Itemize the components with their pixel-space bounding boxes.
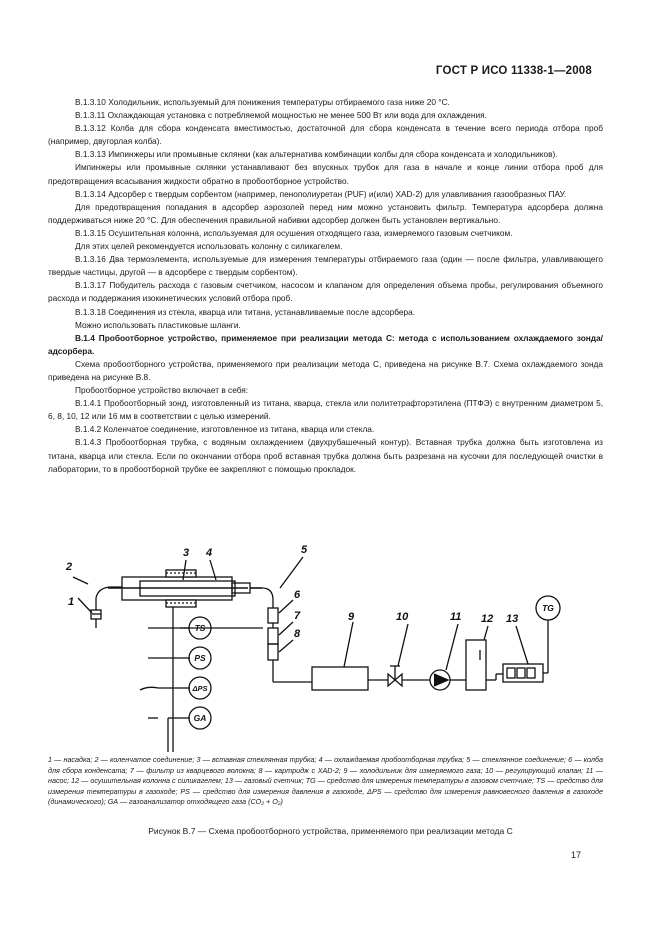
label-6: 6 [294, 589, 301, 601]
drying-column [466, 640, 486, 690]
document-header: ГОСТ Р ИСО 11338-1—2008 [435, 65, 592, 77]
paragraph: Для предотвращения попадания в адсорбер аэрозолей перед ним можно установить фильтр. Температура адсорбера должна поддерживаться ниже 20 °С. Для обеспечения правильной набивки адсорбер должен быть установлен вертикально. [48, 201, 603, 225]
section-heading: В.1.4 Пробоотборное устройство, применяемое при реализации метода С: метода с использованием охлаждаемого зонда/адсорбера. [48, 332, 603, 356]
ga-label: GA [193, 713, 207, 723]
glass-connector [262, 588, 273, 608]
paragraph: В.1.3.11 Охлаждающая установка с потребляемой мощностью не менее 500 Вт или вода для охлаждения. [75, 110, 487, 121]
paragraph: Пробоотборное устройство включает в себя: [75, 385, 249, 396]
ps-label: PS [194, 653, 206, 663]
paragraph: В.1.4.3 Пробоотборная трубка, с водяным охлаждением (двухрубашечный контур). Вставная трубка должна быть изготовлена из титана, кварца или стекла. Если по окончании отбора проб вставная трубка должна быть разрезана на кусочки для последующей очистки в лаборатории, то в пробоотборной трубке ее закрепляют с помощью прокладок. [48, 437, 603, 474]
xad2-cartridge [268, 644, 278, 660]
label-10: 10 [396, 611, 409, 623]
paragraph: Импинжеры или промывные склянки устанавливают без впускных трубок для газа в начале и конце линии отбора проб для предотвращения всасывания жидкости обратно в пробоотборное устройство. [48, 162, 603, 186]
label-7: 7 [294, 610, 301, 622]
paragraph: В.1.3.18 Соединения из стекла, кварца или титана, устанавливаемые после адсорбера. [75, 306, 416, 317]
paragraph: В.1.3.17 Побудитель расхода с газовым счетчиком, насосом и клапаном для определения объема пробы, регулирования объемного расхода и поддержания изокинетических условий отбора проб. [48, 280, 603, 304]
tg-label: TG [542, 603, 554, 613]
paragraph: В.1.3.13 Импинжеры или промывные склянки (как альтернатива комбинации колбы для сбора конденсата и холодильников). [75, 149, 558, 160]
label-2: 2 [66, 561, 73, 573]
paragraph: Схема пробоотборного устройства, применяемого при реализации метода С, приведена на рисунке В.7. Схема охлаждаемого зонда приведена на рисунке В.8. [48, 358, 603, 382]
paragraph: В.1.3.16 Два термоэлемента, используемые для измерения температуры отбираемого газа (один — после фильтра, улавливающего твердые частицы, другой — в адсорбере с твердым сорбентом). [48, 254, 603, 278]
gas-meter [503, 664, 543, 682]
condensate-flask [268, 608, 278, 623]
paragraph: В.1.3.10 Холодильник, используемый для понижения температуры отбираемого газа ниже 20 °С. [75, 97, 450, 107]
paragraph: В.1.3.15 Осушительная колонна, используемая для осушения отходящего газа, измеряемого газовым счетчиком. [75, 227, 513, 238]
label-11: 11 [450, 611, 462, 623]
label-13: 13 [506, 613, 519, 625]
paragraph: В.1.3.14 Адсорбер с твердым сорбентом (например, пенополиуретан (PUF) и(или) XAD-2) для улавливания газообразных ПАУ. [75, 188, 567, 199]
paragraph: Можно использовать пластиковые шланги. [75, 319, 241, 330]
label-1: 1 [68, 596, 75, 608]
quartz-filter [268, 628, 278, 644]
label-5: 5 [301, 544, 308, 556]
body-text [48, 96, 603, 476]
sampling-apparatus-diagram [48, 540, 608, 760]
paragraph: В.1.3.12 Колба для сбора конденсата вместимостью, достаточной для сбора конденсата в течение всего периода отбора проб (например, двугорлая колба). [48, 123, 603, 147]
figure-caption: Рисунок В.7 — Схема пробоотборного устройства, применяемого при реализации метода С [148, 826, 513, 836]
label-3: 3 [183, 547, 190, 559]
dps-label: ΔPS [192, 684, 208, 693]
label-8: 8 [294, 628, 301, 640]
ts-label: TS [194, 623, 206, 633]
paragraph: В.1.4.1 Пробоотборный зонд, изготовленный из титана, кварца, стекла или политетрафторэтилена (ПТФЭ) с внутренним диаметром 5, 6, 8, 10, 12 или 16 мм в соответствии с целью измерений. [48, 398, 603, 422]
paragraph: Для этих целей рекомендуется использовать колонну с силикагелем. [75, 241, 343, 252]
label-4: 4 [206, 547, 213, 559]
figure-legend: 1 — насадка; 2 — коленчатое соединение; 3 — вставная стеклянная трубка; 4 — охлаждаемая пробоотборная трубка; 5 — стеклянное соединение; 6 — колба для сбора конденсата; 7 — фильтр из кварцевого волокна; 8 — картридж с XAD-2; 9 — холодильник для измеряемого газа; 10 — регулирующий клапан; 11 — насос; 12 — осушительная колонна с силикагелем; 13 — газовый счетчик; TG — средство для измерения температуры в газовом счетчике; TS — средство для измерения температуры в газоходе; PS — средство для измерения давления в газоходе, ΔPS — средство для измерения равновесного давления в газоходе (динамического); GA — газоанализатор отходящего газа (CO₂ + O₂) [48, 755, 603, 807]
label-12: 12 [481, 613, 494, 625]
label-9: 9 [348, 611, 355, 623]
page-number: 17 [570, 850, 581, 860]
paragraph: В.1.4.2 Коленчатое соединение, изготовленное из титана, кварца или стекла. [75, 424, 375, 435]
gas-condenser [312, 667, 368, 690]
